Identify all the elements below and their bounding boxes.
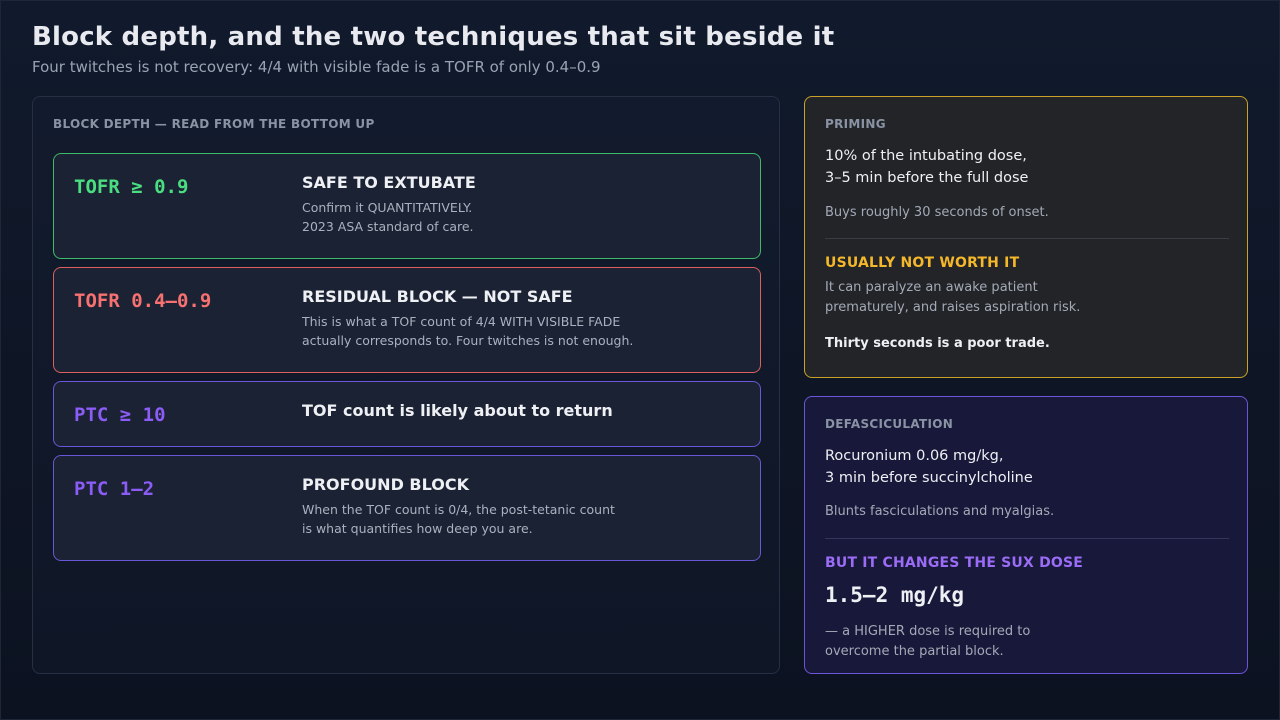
level-description-line: actually corresponds to. Four twitches is not enough. xyxy=(302,333,634,348)
page-title: Block depth, and the two techniques that sit beside it xyxy=(32,22,835,52)
level-tofr-residual xyxy=(53,267,761,373)
level-description xyxy=(302,198,474,236)
priming-warning-line: It can paralyze an awake patient xyxy=(825,280,1038,295)
level-description-line: This is what a TOF count of 4/4 WITH VISIBLE FADE xyxy=(302,314,621,329)
level-description xyxy=(302,312,633,350)
priming-note: Buys roughly 30 seconds of onset. xyxy=(825,205,1049,220)
priming-card xyxy=(804,96,1248,378)
level-code: PTC ≥ 10 xyxy=(74,404,166,426)
defasciculation-dose-note-line: overcome the partial block. xyxy=(825,644,1004,659)
level-tofr-safe xyxy=(53,153,761,259)
defasciculation-label: DEFASCICULATION xyxy=(825,417,954,431)
priming-subheading: USUALLY NOT WORTH IT xyxy=(825,255,1020,271)
priming-conclusion: Thirty seconds is a poor trade. xyxy=(825,336,1050,351)
priming-main xyxy=(825,145,1225,189)
level-heading: PROFOUND BLOCK xyxy=(302,475,469,494)
defasciculation-main xyxy=(825,445,1225,489)
priming-label: PRIMING xyxy=(825,117,886,131)
level-heading: TOF count is likely about to return xyxy=(302,401,613,420)
block-depth-label: BLOCK DEPTH — READ FROM THE BOTTOM UP xyxy=(53,117,375,131)
level-code: TOFR ≥ 0.9 xyxy=(74,176,189,198)
priming-warning xyxy=(825,278,1225,318)
priming-divider xyxy=(825,238,1229,239)
level-heading: RESIDUAL BLOCK — NOT SAFE xyxy=(302,287,573,306)
priming-warning-line: prematurely, and raises aspiration risk. xyxy=(825,300,1081,315)
level-description-line: When the TOF count is 0/4, the post-tetanic count xyxy=(302,502,615,517)
level-description xyxy=(302,500,615,538)
level-description-line: 2023 ASA standard of care. xyxy=(302,219,474,234)
level-heading: SAFE TO EXTUBATE xyxy=(302,173,476,192)
level-ptc-10 xyxy=(53,381,761,447)
defasciculation-card xyxy=(804,396,1248,674)
page-subtitle: Four twitches is not recovery: 4/4 with visible fade is a TOFR of only 0.4–0.9 xyxy=(32,58,601,76)
defasciculation-main-line: 3 min before succinylcholine xyxy=(825,470,1033,486)
priming-main-line: 3–5 min before the full dose xyxy=(825,170,1029,186)
block-depth-panel xyxy=(32,96,780,674)
defasciculation-divider xyxy=(825,538,1229,539)
level-code: PTC 1–2 xyxy=(74,478,155,500)
level-ptc-profound xyxy=(53,455,761,561)
defasciculation-main-line: Rocuronium 0.06 mg/kg, xyxy=(825,448,1004,464)
level-description-line: Confirm it QUANTITATIVELY. xyxy=(302,200,473,215)
sux-dose: 1.5–2 mg/kg xyxy=(825,583,965,607)
defasciculation-dose-note-line: — a HIGHER dose is required to xyxy=(825,624,1031,639)
level-description-line: is what quantifies how deep you are. xyxy=(302,521,533,536)
priming-main-line: 10% of the intubating dose, xyxy=(825,148,1027,164)
defasciculation-note: Blunts fasciculations and myalgias. xyxy=(825,504,1055,519)
defasciculation-dose-note xyxy=(825,622,1225,662)
defasciculation-subheading: BUT IT CHANGES THE SUX DOSE xyxy=(825,555,1084,571)
level-code: TOFR 0.4–0.9 xyxy=(74,290,212,312)
